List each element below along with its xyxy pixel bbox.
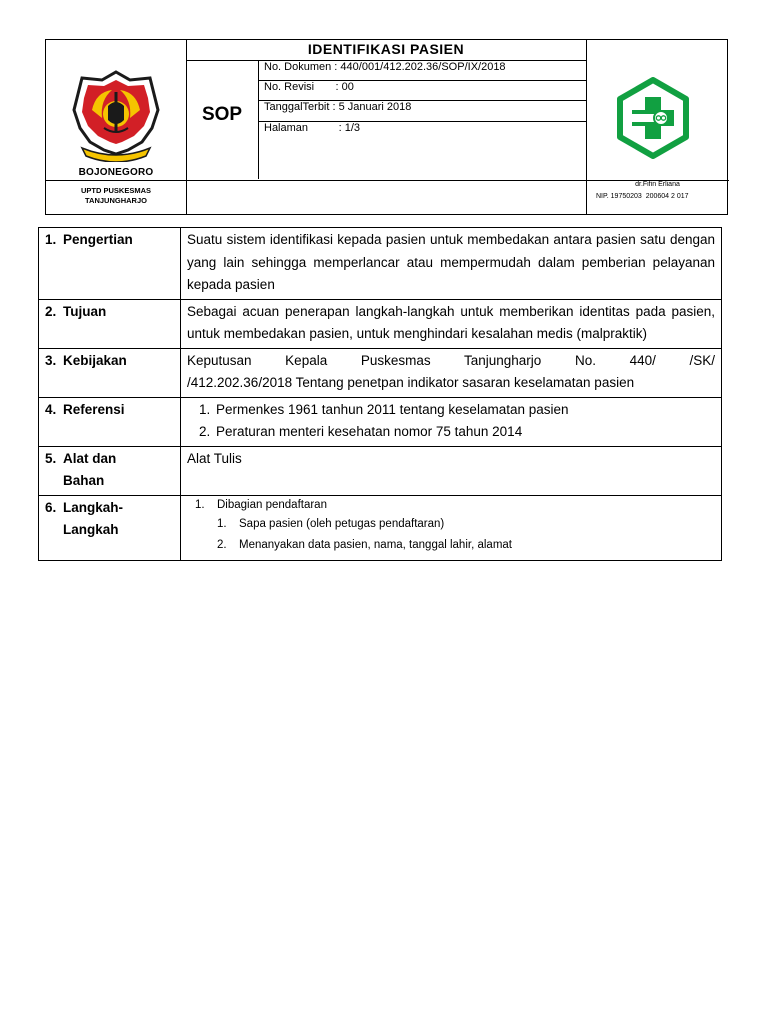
reference-item bbox=[187, 399, 715, 422]
substep-text: Sapa pasien (oleh petugas pendaftaran) bbox=[239, 517, 445, 530]
step-item bbox=[187, 497, 715, 514]
section-body bbox=[181, 495, 722, 560]
unit-name-line2: TANJUNGHARJO bbox=[85, 196, 147, 205]
reference-item bbox=[187, 421, 715, 444]
section-label bbox=[39, 228, 181, 300]
reference-text: Permenkes 1961 tanhun 2011 tentang keselamatan pasien bbox=[216, 401, 569, 417]
sop-label: SOP bbox=[201, 104, 243, 125]
substep-number: 2. bbox=[217, 538, 227, 551]
policy-line: /412.202.36/2018 Tentang penetpan indikator sasaran keselamatan pasien bbox=[187, 375, 635, 390]
unit-name bbox=[46, 186, 186, 206]
header-divider-left bbox=[186, 40, 187, 214]
section-body: Suatu sistem identifikasi kepada pasien untuk membedakan antara pasien satu dengan yang lain sehingga memperlancar atau mempermudah dalam pemberian pelayanan kepada pasien bbox=[181, 228, 722, 300]
section-title: Pengertian bbox=[63, 232, 133, 247]
regency-logo-cell bbox=[46, 40, 186, 180]
section-title-continued: Langkah bbox=[63, 522, 119, 537]
step-text: Dibagian pendaftaran bbox=[217, 498, 327, 511]
puskesmas-logo-icon bbox=[612, 77, 694, 159]
section-row-langkah-langkah bbox=[39, 495, 722, 560]
section-label bbox=[39, 495, 181, 560]
section-number: 1. bbox=[45, 232, 57, 247]
meta-page: Halaman : 1/3 bbox=[264, 122, 360, 134]
document-header bbox=[45, 39, 728, 215]
section-label bbox=[39, 397, 181, 446]
bojonegoro-emblem-icon bbox=[72, 70, 160, 162]
meta-document-number: No. Dokumen : 440/001/412.202.36/SOP/IX/2018 bbox=[264, 61, 506, 73]
section-title-continued: Bahan bbox=[63, 473, 105, 488]
substep-text: Menanyakan data pasien, nama, tanggal lahir, alamat bbox=[239, 538, 512, 551]
section-label bbox=[39, 299, 181, 348]
region-name: BOJONEGORO bbox=[78, 167, 154, 178]
section-number: 3. bbox=[45, 352, 57, 368]
signatory-nip: NIP. 19750203 200604 2 017 bbox=[596, 193, 689, 200]
section-row-alat-dan-bahan bbox=[39, 446, 722, 495]
section-number: 5. bbox=[45, 450, 57, 466]
substep-item bbox=[187, 535, 715, 556]
section-label bbox=[39, 446, 181, 495]
unit-name-line1: UPTD PUSKESMAS bbox=[80, 186, 151, 195]
substep-number: 1. bbox=[217, 517, 227, 530]
section-row-referensi bbox=[39, 397, 722, 446]
reference-number: 1. bbox=[199, 401, 211, 417]
section-body bbox=[181, 348, 722, 397]
step-number: 1. bbox=[195, 498, 205, 511]
section-body bbox=[181, 397, 722, 446]
section-row-kebijakan bbox=[39, 348, 722, 397]
section-title: Tujuan bbox=[63, 303, 107, 319]
meta-revision: No. Revisi : 00 bbox=[264, 81, 354, 93]
policy-line: Keputusan Kepala Puskesmas Tanjungharjo No. 440/ /SK/ bbox=[187, 352, 715, 368]
meta-issue-date: TanggalTerbit : 5 Januari 2018 bbox=[264, 101, 412, 113]
signatory-name: dr.Fifin Erliana bbox=[635, 181, 680, 188]
document-title: IDENTIFIKASI PASIEN bbox=[307, 41, 465, 57]
section-body: Alat Tulis bbox=[181, 446, 722, 495]
sop-content-table bbox=[38, 227, 722, 561]
substep-item bbox=[187, 514, 715, 535]
reference-number: 2. bbox=[199, 424, 211, 439]
section-number: 2. bbox=[45, 303, 57, 319]
section-title: Referensi bbox=[63, 401, 125, 417]
section-number: 4. bbox=[45, 401, 57, 417]
section-row-pengertian bbox=[39, 228, 722, 300]
reference-text: Peraturan menteri kesehatan nomor 75 tahun 2014 bbox=[216, 424, 523, 439]
section-label bbox=[39, 348, 181, 397]
section-body: Sebagai acuan penerapan langkah-langkah untuk memberikan identitas pada pasien, untuk membedakan pasien, untuk menghindari kesalahan medis (malpraktik) bbox=[181, 299, 722, 348]
section-number: 6. bbox=[45, 499, 57, 515]
section-row-tujuan bbox=[39, 299, 722, 348]
sop-divider bbox=[258, 60, 259, 179]
section-title: Langkah- bbox=[63, 499, 124, 515]
section-title: Kebijakan bbox=[63, 352, 127, 368]
section-title: Alat dan bbox=[63, 450, 117, 466]
